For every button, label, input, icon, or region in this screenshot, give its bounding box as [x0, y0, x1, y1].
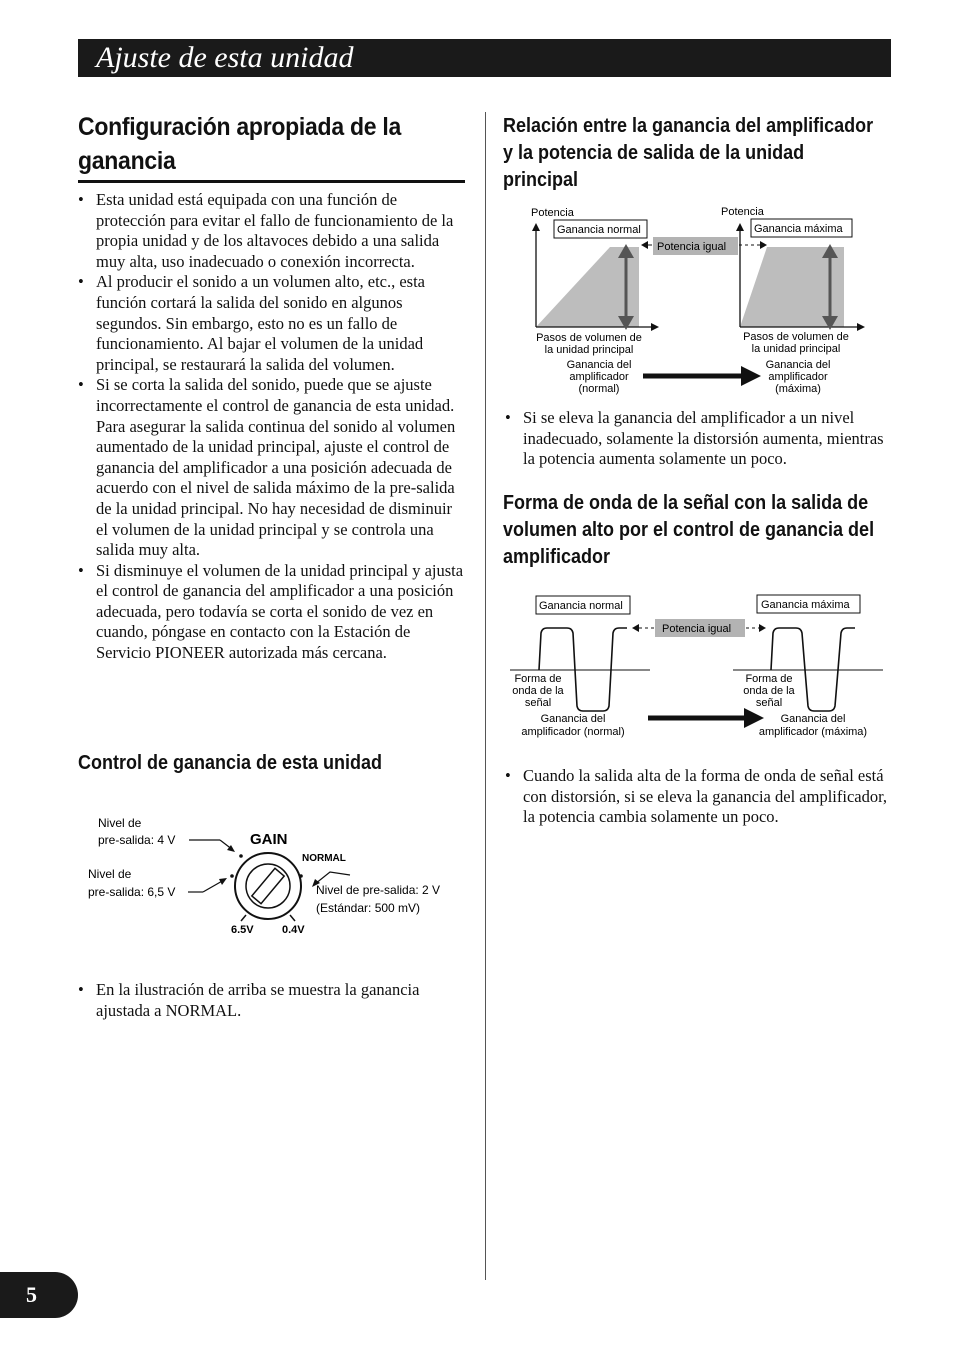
fig1-big-arrow-head [741, 366, 761, 386]
fig2-gan-left-1: Ganancia del [540, 713, 606, 725]
fig1-gan-right-3: (máxima) [775, 383, 821, 395]
column-divider [485, 112, 486, 1280]
fig1-potencia-igual: Potencia igual [657, 241, 727, 253]
fig1-gan-right-2: amplificador [768, 371, 828, 383]
fig1-dash-right-head [760, 241, 767, 249]
fig1-ganancia-normal: Ganancia normal [557, 224, 641, 236]
label-2v-line2: (Estándar: 500 mV) [316, 901, 421, 915]
page-number-tab [0, 1272, 78, 1318]
tick-label-right: 0.4V [282, 924, 305, 936]
fig2-gan-left-2: amplificador (normal) [521, 726, 625, 738]
fig2-potencia-igual: Potencia igual [662, 623, 732, 635]
header-bar [78, 39, 891, 77]
fig1-gan-left-2: amplificador [569, 371, 629, 383]
fig2-dash-right-head [759, 624, 766, 632]
fig2-forma-right-3: señal [755, 697, 783, 709]
fig2-forma-left-2: onda de la [512, 685, 564, 697]
subheading-waveform: Forma de onda de la señal con la salida de volumen alto por el control de ganancia del amplificador [503, 492, 875, 568]
tick-label-left: 6.5V [231, 924, 254, 936]
normal-label: NORMAL [302, 853, 346, 864]
fig2-gan-right-1: Ganancia del [780, 713, 846, 725]
list-item: • Cuando la salida alta de la forma de onda de señal está con distorsión, si se eleva la ganancia del amplificador, la potencia cambia solamente un poco. [505, 766, 895, 828]
fig1-pasos-left-1: Pasos de volumen de [536, 332, 642, 344]
fig2-forma-left-1: Forma de [514, 673, 562, 685]
list-item: • Si disminuye el volumen de la unidad principal y ajusta el control de ganancia del amplificador a una posición adecuada, pero todavía se corta el sonido de vez en cuando, póngase en contacto con la Estación de Servicio PIONEER autorizada más cercana. [78, 561, 466, 664]
fig2-ganancia-normal: Ganancia normal [539, 600, 623, 612]
gain-label: GAIN [250, 831, 288, 848]
bullet-list-after-figure [78, 980, 466, 1021]
tick-dot [230, 874, 234, 878]
fig2-dash-left-head [632, 624, 639, 632]
fig2-ganancia-maxima: Ganancia máxima [761, 599, 850, 611]
fig2-forma-right-1: Forma de [745, 673, 793, 685]
gain-power-figure [505, 200, 890, 400]
list-item: • Al producir el sonido a un volumen alto, etc., esta función cortará la salida del sonido en algunos segundos. Sin embargo, esto no es un fallo de funcionamiento. Al bajar el volumen de la unidad principal, se restaurará la salida del volumen. [78, 272, 466, 375]
fig2-forma-left-3: señal [524, 697, 552, 709]
tick-mark-left [241, 915, 246, 921]
bullet-list-fig1 [505, 408, 895, 470]
fig1-gan-left-1: Ganancia del [566, 359, 632, 371]
fig1-pasos-right-1: Pasos de volumen de [743, 331, 849, 343]
fig2-big-arrow-head [744, 708, 764, 728]
label-65v-line2: pre-salida: 6,5 V [88, 885, 176, 899]
fig1-potencia-right: Potencia [721, 206, 764, 218]
fig1-area-normal [536, 247, 639, 327]
label-4v-line2: pre-salida: 4 V [98, 833, 176, 847]
waveform-figure [505, 588, 890, 743]
fig2-forma-right-2: onda de la [743, 685, 795, 697]
label-2v-line1: Nivel de pre-salida: 2 V [316, 883, 441, 897]
fig1-pasos-left-2: la unidad principal [544, 344, 634, 356]
subheading-gain-control: Control de ganancia de esta unidad [78, 752, 383, 774]
list-item: • En la ilustración de arriba se muestra la ganancia ajustada a NORMAL. [78, 980, 466, 1021]
label-4v-line1: Nivel de [98, 816, 142, 830]
tick-mark-right [290, 915, 295, 921]
section-heading-gain-config: Configuración apropiada de la ganancia [78, 113, 401, 175]
tick-dot [299, 874, 303, 878]
subheading-gain-power: Relación entre la ganancia del amplificador y la potencia de salida de la unidad principal [503, 115, 874, 191]
label-65v-line1: Nivel de [88, 867, 132, 881]
heading-rule [78, 180, 465, 183]
bullet-list-protection [78, 190, 466, 664]
list-item: • Si se corta la salida del sonido, puede que se ajuste incorrectamente el control de ganancia de esta unidad. Para asegurar la salida continua del sonido al volumen aumentado de la unidad principal, ajuste el control de ganancia del amplificador a una posición adecuada de acuerdo con el nivel de salida máximo de la pre-salida de la unidad principal. No hay necesidad de disminuir el volumen de la unidad principal y se controla una salida muy alta. [78, 375, 466, 560]
fig1-pasos-right-2: la unidad principal [751, 343, 841, 355]
fig1-dash-left-head [641, 241, 648, 249]
fig1-ganancia-maxima: Ganancia máxima [754, 223, 843, 235]
fig1-gan-left-3: (normal) [578, 383, 620, 395]
bullet-list-fig2 [505, 766, 895, 828]
list-item: • Si se eleva la ganancia del amplificador a un nivel inadecuado, solamente la distorsión aumenta, mientras la potencia aumenta solamente un poco. [505, 408, 895, 470]
page-title: Ajuste de esta unidad [96, 41, 354, 74]
tick-dot [239, 854, 243, 858]
fig2-gan-right-2: amplificador (máxima) [758, 726, 868, 738]
list-item: • Esta unidad está equipada con una función de protección para evitar el fallo de funcionamiento de la propia unidad y de los altavoces debido a una salida muy alta, uso inadecuado o conexión incorrecta. [78, 190, 466, 272]
gain-knob-figure [78, 800, 473, 950]
page-number: 5 [26, 1282, 37, 1307]
fig1-area-maxima [740, 247, 844, 327]
fig1-gan-right-1: Ganancia del [765, 359, 831, 371]
fig1-potencia-left: Potencia [531, 207, 574, 219]
